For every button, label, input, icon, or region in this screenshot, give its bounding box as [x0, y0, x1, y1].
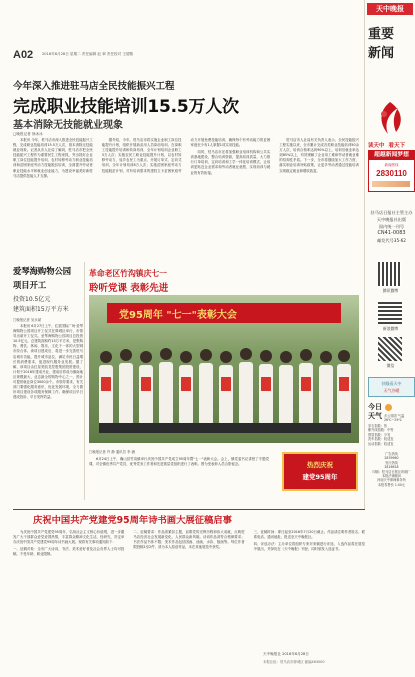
photo-headline-1: 革命老区竹沟镇庆七一 [89, 269, 167, 278]
project-sub-2: 建筑面积15万平方米 [13, 306, 69, 313]
brand-logo: 天中晚报 [367, 3, 413, 15]
bottom-footer-meta: 本报社址：驻马店市驿城区 邮编463000 [263, 660, 325, 664]
qr-code-3 [378, 337, 402, 361]
brand-box-line-2: 天气冷暖 [383, 388, 400, 393]
hotline-number: 2830110 [376, 169, 407, 178]
bottom-rule [13, 509, 365, 510]
index-line: 紫外线指数：中等 [368, 428, 394, 433]
weather-desc: 多云转阴 气温 26℃~29℃ [384, 414, 405, 422]
body-paragraph: 为庆祝中国共产党建党95周年，弘扬社会主义核心价值观，进一步激发广大干部群众爱党爱国热情，丰富群众精神文化生活，经研究，决定举办庆祝中国共产党建党95周年诗书画大展。现将有关事项通知如下： [13, 530, 125, 545]
weather-index [368, 424, 415, 446]
info-line: 邮发代号35-62 [377, 238, 406, 243]
bottom-body [13, 530, 365, 648]
project-headline-1: 爱琴海购物公园 [13, 266, 72, 276]
section-title-1: 重要 [368, 27, 395, 42]
staff-line: 广告热线 [385, 452, 398, 456]
caption-byline: □晚报记者 许 静 通讯员 李 涵 [89, 450, 135, 454]
photo-caption [89, 449, 269, 467]
page-header [0, 0, 365, 78]
page-number: A02 [13, 49, 34, 61]
ad-box [368, 150, 415, 192]
kicker: 今年深入推进驻马店全民技能振兴工程 [13, 81, 175, 92]
project-sub-1: 投资10.5亿元 [13, 296, 51, 303]
info-line: 国内统一刊号 [378, 224, 405, 229]
index-line: 洗车指数：较适宜 [368, 437, 394, 442]
body-paragraph: 四、评选办法：主办单位将组织专家对来稿进行评选，入选作品将在展览中展出，并择优在《天中晚报》刊登，同时颁发入选证书。 [253, 542, 365, 552]
brand-emblem [374, 100, 406, 138]
photo-story [89, 268, 359, 508]
body-paragraph: 一、征稿对象：全市广大诗词、书法、美术爱好者及社会各界人士均可投稿，不受年龄、职业限制。 [13, 547, 125, 557]
publisher-info [368, 209, 415, 244]
bottom-headline: 庆祝中国共产党建党95周年诗书画大展征稿启事 [33, 515, 232, 526]
sidebar [366, 0, 415, 520]
body-paragraph: 二、征稿要求：作品须紧扣主题，讴歌党的光辉历程和伟大成就，反映驻马店经济社会发展新变化、人民群众新风貌。诗词作品须符合格律要求；书法作品书体不限；美术作品包括国画、油画、水彩、版画等。每位作者限投稿1至2件，须为本人原创作品，未在其他展览中获奖。 [133, 530, 245, 550]
staff-line: 2839960 [384, 456, 399, 461]
staff-info [368, 452, 415, 487]
lead-article [13, 78, 359, 246]
staff-line: 河南天中律师事务所 [377, 478, 406, 483]
byline: □晚报记者 徐冰冰 [13, 132, 43, 136]
project-body: 本报讯 6月27日上午，红星国际广场·爱琴海购物公园项目开工仪式在驿城区举行，市领导出席开工仪式。爱琴海购物公园项目总投资10.5亿元，总建筑面积约15万平方米，是集购物、餐饮、休闲、娱乐、文化于一体的大型城市综合体。该项目建成后，将进一步完善驻马店城市功能，提升城市品位，满足市民日益增长的消费需求，促进现代服务业发展。据了解，该项目由红星美凯龙控股集团投资建设，计划于2018年建成开业，建成后将成为豫南地区规模最大、业态最全的购物中心之一，预计可提供就业岗位3000余个。市领导要求，有关部门要强化服务意识，优化发展环境，全力做好项目建设各项服务保障工作，确保项目早日建成投用、早日发挥效益。 [13, 324, 83, 400]
staff-line: 本报法律顾问 [381, 474, 402, 479]
badge-line-2: 建党95周年 [302, 473, 338, 481]
people-row [95, 335, 353, 435]
article-body [13, 138, 359, 248]
info-line: CN41-0083 [377, 230, 406, 236]
body-paragraph: 三、征稿时间：即日起至2016年7月20日截止。作品请注明作者姓名、联系电话、通讯地址，报送至天中晚报社。 [253, 530, 365, 540]
body-paragraph: 据介绍，今年，驻马店市将实施企业职工岗位技能提升计划，组织开展新录用人员岗前培训、在岗职工技能提升培训和转岗培训，全年计划培训企业职工3万人次；实施农民工职业技能提升计划，以农村转移劳动力、返乡农民工为重点，开展订单式、定向式培训，全年计划培训8万人次；实施贫困家庭劳动力技能脱贫计划，对有培训需求的建档立卡贫困家庭劳动力开展免费技能培训，确保每个有劳动能力的贫困家庭至少有1人掌握1项实用技能。 [101, 138, 271, 173]
qr-label-1: 腾讯微博 [382, 288, 399, 293]
headline: 完成职业技能培训15.5万人次 [13, 97, 239, 117]
slogan-2: 看天下 [388, 143, 405, 149]
weather-day: 今日 [368, 403, 382, 411]
hotline-label: 新闻热线 [384, 163, 399, 167]
sun-icon [385, 404, 392, 411]
qr-code-1 [378, 262, 402, 286]
column-divider [84, 262, 85, 500]
qr-label-2: 新浪微博 [382, 326, 399, 331]
weather-name: 天气 [368, 412, 382, 420]
event-photo [89, 295, 359, 443]
event-banner-text: 党95周年 "七一"表彰大会 [119, 310, 237, 321]
section-title-2: 新闻 [368, 46, 395, 61]
photo-headline-2: 聆听党课 表彰先进 [89, 283, 169, 294]
bottom-footer-byline: 天中晚报社 2016年6月28日 [263, 652, 309, 656]
project-byline: □晚报记者 吴永斌 [13, 318, 42, 322]
body-paragraph: 本报讯 今年，驻马店市深入推进全民技能振兴工程，完成职业技能培训15.5万人次，基本消除无技能就业现象。记者从市人社局了解到，驻马店市把全民技能振兴工程作为重要民生工程来抓，突出抓好企业职工岗位技能提升培训、农村转移劳动力职业技能培训和贫困家庭劳动力技能脱贫培训，全面提升劳动者职业技能水平和就业创业能力，为建设幸福美好新驻马店提供技能人才支撑。 [13, 138, 93, 178]
badge-line-1: 热烈庆祝 [307, 461, 333, 469]
sidebar-divider [364, 0, 365, 510]
brand-box [368, 377, 415, 397]
project-headline-2: 项目开工 [13, 280, 47, 290]
price: 本报零售价 1.00元 [377, 482, 406, 487]
info-line: 天中晚报社出版 [376, 217, 407, 222]
index-line: 穿衣指数：热 [368, 424, 388, 428]
brand-box-line-1: 扶眼看天中 [381, 381, 402, 386]
body-paragraph: 同时，驻马店市还将加强职业培训机构和公共实训基地建设，整合培训资源，提高培训质量，大力推行订单培训、定向培训和工学一体化培训模式，让培训更贴近企业需求和劳动者就业意愿，实现培训与就业的有效衔接。 [190, 150, 271, 175]
staff-line: 2816618 [384, 465, 399, 470]
ad-title: 超越新闻梦想 [369, 151, 414, 160]
bottom-article [13, 512, 365, 672]
slogan-1: 读天中 [368, 143, 385, 149]
caption-text: 6月24日上午，确山县竹沟镇举行庆祝中国共产党成立95周年暨"七一"表彰大会。会上，镇党委书记讲授了专题党课，对全镇优秀共产党员、优秀党务工作者和先进基层党组织进行了表彰。图为受表彰人员合影留念。 [89, 457, 269, 467]
date-line: 2016年6月28日 星期二 责任编辑 赵 翠 责任校对 王德敬 [42, 52, 134, 56]
anniversary-badge [282, 452, 358, 491]
info-line: 驻马店日报社主管主办 [370, 210, 413, 215]
staff-line: 印刷：驻马店日报社印刷厂 [372, 469, 411, 474]
qr-label-3: 微信 [386, 363, 395, 368]
qr-code-2 [378, 300, 402, 324]
body-paragraph: 驻马店市人社局有关负责人表示，全民技能振兴工程实施以来，全市累计完成各类职业技能培训50余万人次，培训合格率达到90%以上，培训后就业率达到85%以上，有效缓解了企业用工难和劳动者就业难的结构性矛盾。下一步，全市将继续加大工作力度，落实职业培训补贴政策，让更多劳动者通过技能培训实现稳定就业和增收致富。 [279, 138, 359, 173]
slogan [368, 141, 405, 149]
project-article [13, 265, 83, 500]
index-line: 感冒指数：少发 [368, 432, 391, 437]
index-line: 运动指数：较适宜 [368, 441, 394, 446]
subhead: 基本消除无技能就业现象 [13, 120, 123, 131]
staff-line: 发行热线 [385, 460, 398, 465]
